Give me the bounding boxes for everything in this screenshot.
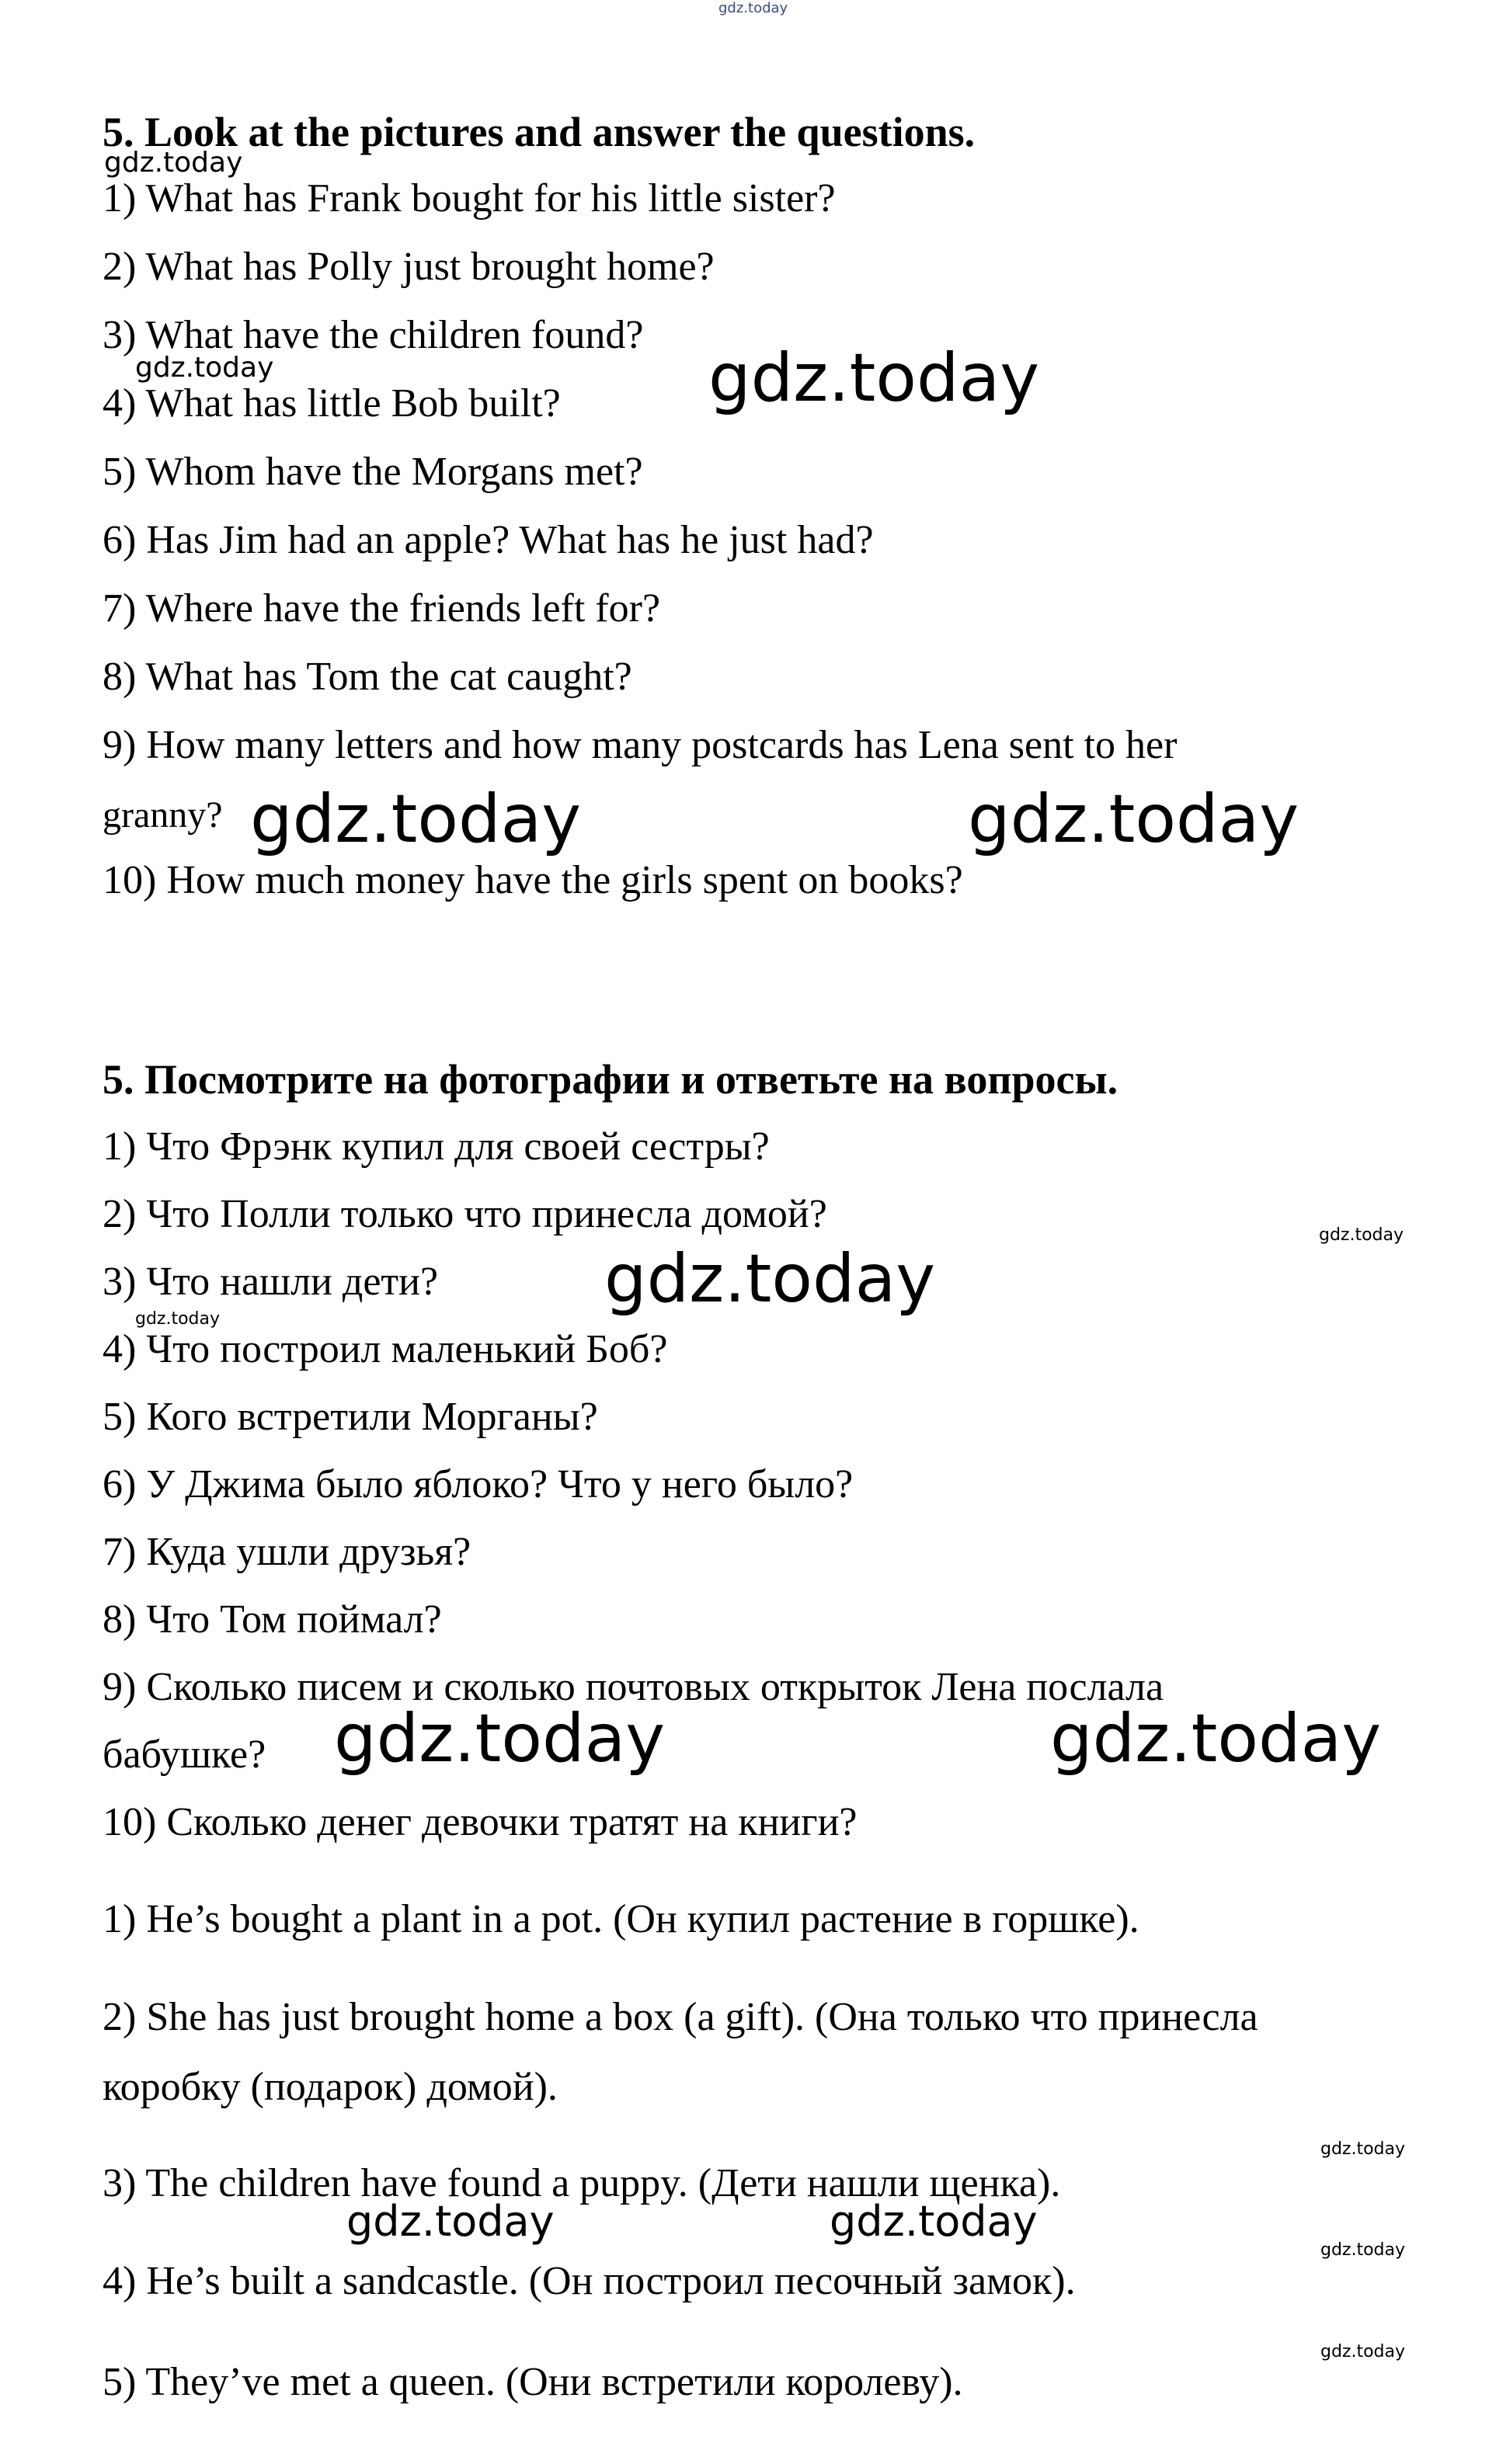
question-ru-6: 6) У Джима было яблоко? Что у него было? [103,1462,854,1507]
watermark: gdz.today [346,2197,555,2246]
answer-4: 4) He’s built a sandcastle. (Он построил песочный замок). [103,2259,1076,2303]
question-ru-2: 2) Что Полли только что принесла домой? [103,1192,827,1236]
watermark: gdz.today [1320,2342,1406,2361]
watermark: gdz.today [135,1309,221,1329]
watermark: gdz.today [1319,1225,1404,1245]
watermark: gdz.today [604,1240,936,1318]
watermark: gdz.today [334,1700,666,1778]
question-ru-9: 9) Сколько писем и сколько почтовых открыток Лена послала [103,1665,1164,1709]
question-ru-10: 10) Сколько денег девочки тратят на книги? [103,1800,858,1844]
english-heading: 5. Look at the pictures and answer the questions. [103,109,976,155]
answer-5: 5) They’ve met a queen. (Они встретили королеву). [103,2360,963,2404]
watermark: gdz.today [250,780,582,858]
question-en-9: 9) How many letters and how many postcards has Lena sent to her [103,723,1178,767]
question-ru-8: 8) Что Том поймал? [103,1597,442,1642]
question-ru-9-cont: бабушке? [103,1732,266,1777]
answer-1: 1) He’s bought a plant in a pot. (Он купил растение в горшке). [103,1897,1139,1941]
question-en-7: 7) Where have the friends left for? [103,586,661,631]
watermark: gdz.today [1320,2139,1406,2159]
question-en-10: 10) How much money have the girls spent on books? [103,858,963,902]
question-en-8: 8) What has Tom the cat caught? [103,655,632,699]
watermark: gdz.today [135,352,274,384]
answer-2: 2) She has just brought home a box (a gift). (Она только что принесла [103,1995,1258,2039]
question-en-3: 3) What have the children found? [103,313,644,357]
watermark: gdz.today [1320,2240,1406,2260]
watermark: gdz.today [718,0,788,16]
watermark: gdz.today [708,339,1040,417]
question-en-4: 4) What has little Bob built? [103,381,561,426]
watermark: gdz.today [1050,1700,1382,1778]
question-ru-7: 7) Куда ушли друзья? [103,1530,471,1574]
answer-2-cont: коробку (подарок) домой). [103,2065,558,2109]
answer-3: 3) The children have found a puppy. (Дети нашли щенка). [103,2161,1061,2205]
question-ru-3: 3) Что нашли дети? [103,1260,439,1304]
question-en-9-cont: granny? [103,794,223,836]
russian-heading: 5. Посмотрите на фотографии и ответьте на вопросы. [103,1056,1118,1103]
watermark: gdz.today [968,780,1299,858]
question-en-5: 5) Whom have the Morgans met? [103,450,643,494]
question-ru-5: 5) Кого встретили Морганы? [103,1395,598,1439]
question-ru-4: 4) Что построил маленький Боб? [103,1327,668,1371]
question-en-6: 6) Has Jim had an apple? What has he just had? [103,518,874,562]
watermark: gdz.today [104,147,243,179]
watermark: gdz.today [830,2197,1038,2246]
question-en-1: 1) What has Frank bought for his little sister? [103,176,836,221]
question-ru-1: 1) Что Фрэнк купил для своей сестры? [103,1124,770,1169]
question-en-2: 2) What has Polly just brought home? [103,245,715,289]
